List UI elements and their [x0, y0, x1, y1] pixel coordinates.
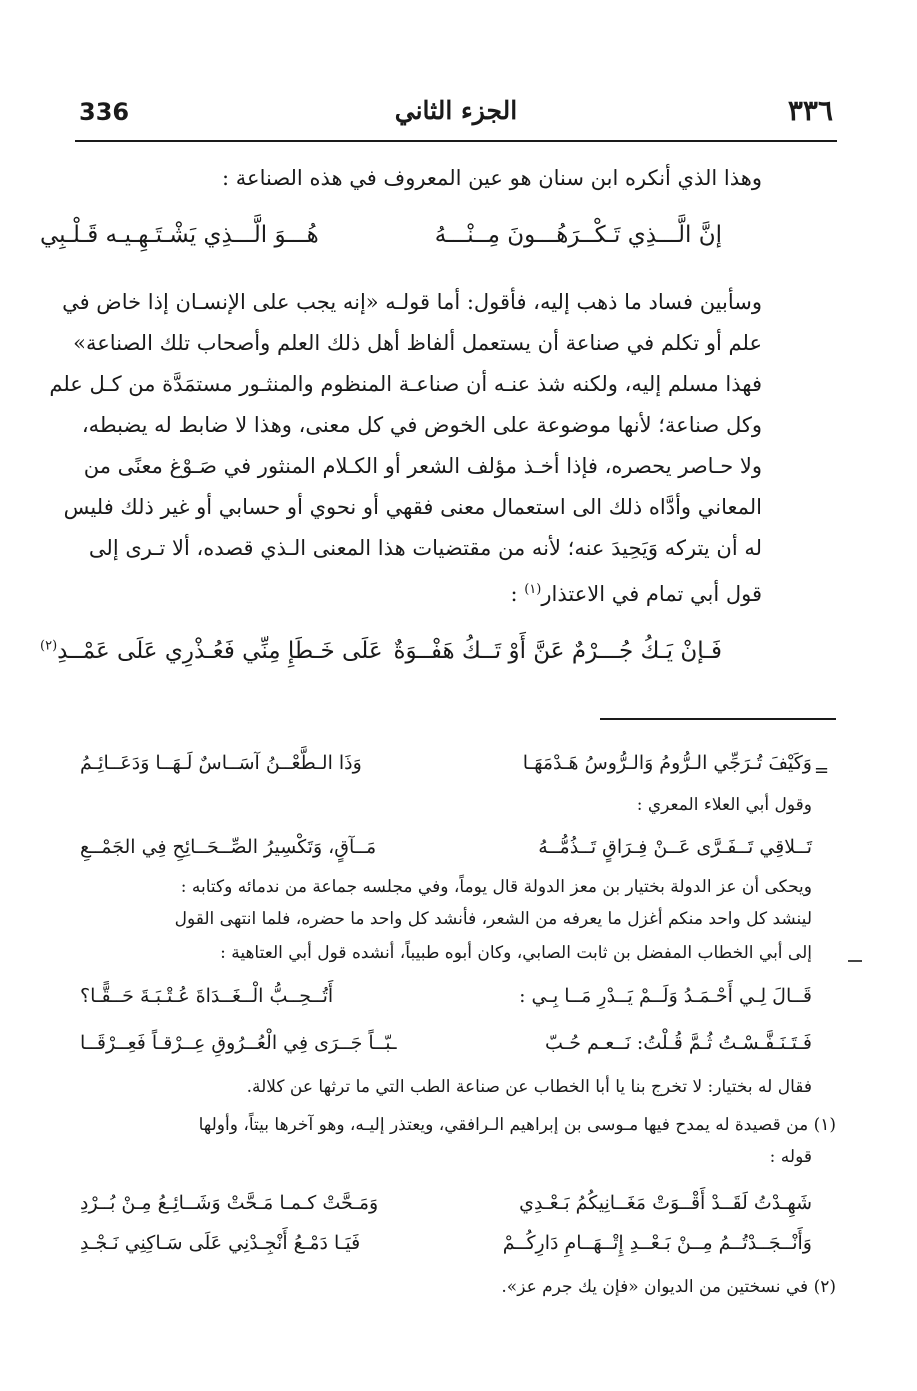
- paragraph-line: فهذا مسلم إليه، ولكنه شذ عنـه أن صناعـة المنظوم والمنثـور مستمَدَّة من كـل علم: [49, 372, 762, 396]
- verse-2-first-hemistich: فَـإنْ يَـكُ جُـــرْمٌ عَنَّ أَوْ تَــكُ هَفْــوَةٌ: [393, 638, 722, 664]
- verse-1-first-hemistich: إنَّ الَّـــذِي تَـكْــرَهُـــونَ مِــنْـــهُ: [434, 222, 722, 248]
- paragraph-line: وكل صناعة؛ لأنها موضوعة على الخوض في كل معنى، وهذا لا ضابط له يضبطه،: [81, 413, 762, 437]
- verse-2-second-hemistich: [40, 638, 383, 664]
- footnote-verse-b: [80, 836, 812, 876]
- footnote-verse-a-first: وَكَيْفَ تُـرَجِّي الـرُّومُ وَالـرُّوسُ هَـدْمَهَـا: [522, 752, 812, 774]
- page-number-latin: 336: [79, 98, 130, 126]
- paragraph-line: ولا حـاصر يحصره، فإذا أخـذ مؤلف الشعر أو الكـلام المنثور في صَـوْغ معنًى من: [83, 454, 762, 478]
- footnote-verse-e: [80, 1192, 812, 1232]
- paragraph-line: له أن يتركه وَيَحِيدَ عنه؛ لأنه من مقتضيات هذا المعنى الـذي قصده، ألا تـرى إلى: [88, 536, 762, 560]
- last-line-text: قول أبي تمام في الاعتذار: [541, 582, 762, 606]
- footnote-line: وقول أبي العلاء المعري :: [636, 795, 812, 815]
- footnote-ref-1[interactable]: (١): [524, 582, 542, 597]
- footnote-verse-c: [80, 985, 812, 1025]
- footnote-1-line-1: (١) من قصيدة له يمدح فيها مـوسى بن إبراهيم الـرافقي، ويعتذر إليـه، وهو آخرها بيتاً، وأولها: [198, 1115, 836, 1135]
- footnote-verse-d-first: فَـتَـنَـفَّـسْـتُ ثُـمَّ قُـلْتُ: نَــعـم حُـبّ: [544, 1032, 812, 1054]
- footnote-bakhtiyar-line: فقال له بختيار: لا تخرج بنا يا أبا الخطاب عن صناعة الطب التي ما ترثها عن كلالة.: [246, 1077, 812, 1097]
- footnote-prose-line: ويحكى أن عز الدولة بختيار بن معز الدولة قال يوماً، وفي مجلسه جماعة من ندمائه وكتابه :: [180, 877, 812, 897]
- intro-text: [0, 158, 762, 199]
- page-number-arabic: ٣٣٦: [787, 94, 833, 127]
- paragraph-line: علم أو تكلم في صناعة أن يستعمل ألفاظ أهل ذلك العلم وأصحاب تلك الصناعة»: [73, 331, 762, 355]
- footnote-continuation-mark: =: [814, 760, 830, 781]
- footnote-verse-b-second: مَــآقٍ، وَتَكْسِيرُ الصِّــحَــائِحِ فِي الجَمْــعِ: [80, 836, 377, 858]
- footnote-prose-line: إلى أبي الخطاب المفضل بن ثابت الصابي، وكان أبوه طبيباً، أنشده قول أبي العتاهية :: [220, 943, 812, 963]
- footnote-1-line-2: قوله :: [769, 1147, 812, 1167]
- footnote-verse-a: [80, 752, 812, 792]
- page-header: [75, 92, 837, 142]
- margin-dash: [848, 960, 862, 962]
- verse-2: [0, 638, 762, 684]
- footnote-verse-d-second: ـبّــاً جَــرَى فِي الْعُــرُوقِ عِــرْقـاً فَعِــرْقَــا: [80, 1032, 397, 1054]
- intro-line: وهذا الذي أنكره ابن سنان هو عين المعروف في هذه الصناعة :: [222, 166, 762, 190]
- verse-1: [0, 222, 762, 268]
- paragraph-line: وسأبين فساد ما ذهب إليه، فأقول: أما قولـه «إنه يجب على الإنسـان إذا خاض في: [62, 290, 762, 314]
- paragraph-line: المعاني وأدَّاه ذلك الى استعمال معنى فقهي أو نحوي أو حسابي أو غير ذلك فليس: [63, 495, 762, 519]
- footnote-verse-d: [80, 1032, 812, 1072]
- footnote-verse-e-first: شَهِـدْتُ لَقَــدْ أَقْــوَتْ مَغَــانِيكُمُ بَـعْـدِي: [519, 1192, 812, 1214]
- footnote-ref-2[interactable]: (٢): [40, 638, 58, 654]
- footnote-verse-f: [80, 1232, 812, 1272]
- last-line-tail: :: [510, 582, 525, 606]
- footnote-separator: [600, 718, 836, 720]
- footnote-verse-c-second: أَتُــحِــبُّ الْــغَــدَاةَ عُـتْـبَـةَ حَــقًّـا؟: [80, 985, 334, 1007]
- footnote-verse-f-second: فَيَـا دَمْـعُ أَنْجِـدْنِي عَلَى سَـاكِنِي نَـجْـدِ: [80, 1232, 361, 1254]
- footnote-prose-line: لينشد كل واحد منكم أغزل ما يعرفه من الشعر، فأنشد كل واحد ما حضره، فلما انتهى القول: [174, 909, 812, 929]
- footnote-verse-a-second: وَذَا الـطَّعْــنُ آسَــاسٌ لَـهَــا وَدَعَــائِـمُ: [80, 752, 362, 774]
- footnote-verse-b-first: تَــلاقِي تَــفَـرَّى عَــنْ فِـرَاقٍ تَــذُمُّــهُ: [538, 836, 812, 858]
- verse-1-second-hemistich: هُـــوَ الَّـــذِي يَشْـتَـهِـيـه قَـلْـبِي: [40, 222, 319, 248]
- footnote-2: (٢) في نسختين من الديوان «فإن يك جرم عز».: [501, 1277, 836, 1297]
- paragraph-last-line: [0, 569, 762, 610]
- volume-title: الجزء الثاني: [394, 96, 518, 125]
- main-paragraph: [0, 282, 762, 610]
- footnote-verse-f-first: وَأَنْــجَــدْتُــمُ مِــنْ بَـعْــدِ إِتْــهَــامِ دَارِكُــمْ: [502, 1232, 812, 1254]
- footnote-verse-e-second: وَمَـحَّتْ كـمـا مَـحَّتْ وَشَــائِـعُ مِـنْ بُــرْدِ: [80, 1192, 379, 1214]
- footnote-verse-c-first: قَــالَ لِـي أَحْـمَـدُ وَلَــمْ يَــدْرِ مَــا بِـي :: [519, 985, 812, 1007]
- verse-2-second-text: عَلَى خَـطَإِ مِنِّي فَعُـذْرِي عَلَى عَمْــدِ: [57, 638, 383, 664]
